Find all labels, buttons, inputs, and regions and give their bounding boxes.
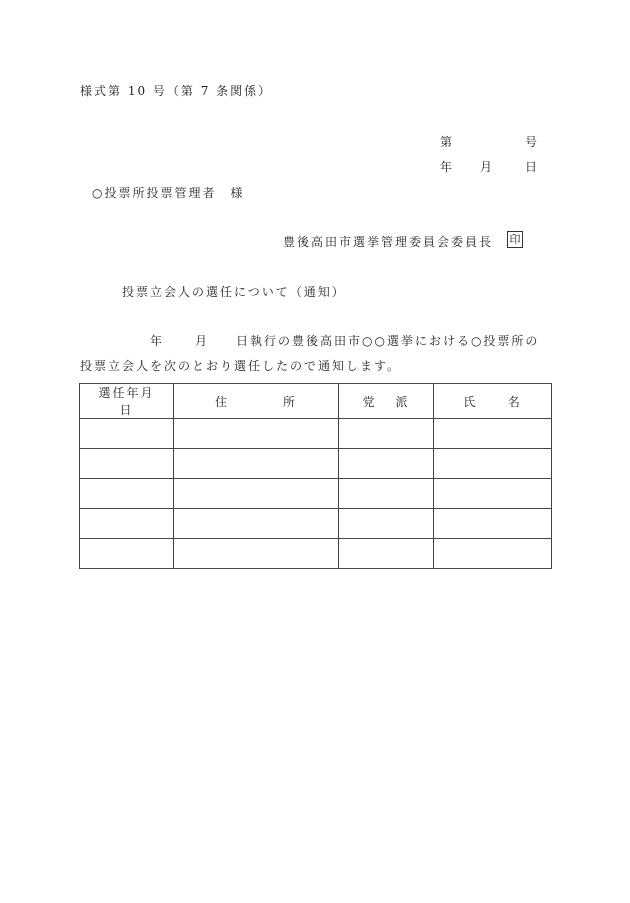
cell-party[interactable]	[339, 479, 434, 509]
cell-party[interactable]	[339, 509, 434, 539]
cell-appointment-date[interactable]	[80, 539, 174, 569]
cell-address[interactable]	[174, 479, 339, 509]
header-appointment-date: 選任年月日	[80, 384, 174, 419]
body-month-label: 月	[195, 334, 210, 348]
body-year-label: 年	[150, 334, 165, 348]
cell-party[interactable]	[339, 449, 434, 479]
table-row	[80, 419, 552, 449]
cell-address[interactable]	[174, 419, 339, 449]
seal-mark: 印	[507, 231, 523, 248]
body-text-line-2: 投票立会人を次のとおり選任したので通知します。	[80, 359, 402, 373]
cell-appointment-date[interactable]	[80, 449, 174, 479]
table-row	[80, 449, 552, 479]
cell-party[interactable]	[339, 539, 434, 569]
cell-address[interactable]	[174, 539, 339, 569]
subject-line: 投票立会人の選任について（通知）	[122, 285, 346, 299]
cell-appointment-date[interactable]	[80, 419, 174, 449]
cell-appointment-date[interactable]	[80, 479, 174, 509]
header-party: 党 派	[339, 384, 434, 419]
form-number: 様式第 10 号（第 7 条関係）	[80, 84, 273, 98]
cell-party[interactable]	[339, 419, 434, 449]
header-name: 氏 名	[434, 384, 552, 419]
table-row	[80, 539, 552, 569]
cell-appointment-date[interactable]	[80, 509, 174, 539]
body-text-line-1: 日執行の豊後高田市○○選挙における○投票所の	[236, 334, 540, 348]
header-address: 住 所	[174, 384, 339, 419]
cell-name[interactable]	[434, 419, 552, 449]
cell-name[interactable]	[434, 539, 552, 569]
cell-name[interactable]	[434, 449, 552, 479]
cell-name[interactable]	[434, 509, 552, 539]
doc-number-suffix: 号	[525, 135, 540, 149]
date-day-label: 日	[525, 160, 540, 174]
doc-number-label: 第	[440, 135, 455, 149]
witness-roster-table	[79, 383, 552, 569]
cell-address[interactable]	[174, 509, 339, 539]
table-header-row	[80, 384, 552, 419]
date-year-label: 年	[440, 160, 455, 174]
addressee: ○投票所投票管理者 様	[92, 186, 245, 200]
table-row	[80, 509, 552, 539]
date-month-label: 月	[480, 160, 495, 174]
table-row	[80, 479, 552, 509]
cell-name[interactable]	[434, 479, 552, 509]
sender-title: 豊後高田市選挙管理委員会委員長	[283, 235, 494, 249]
cell-address[interactable]	[174, 449, 339, 479]
